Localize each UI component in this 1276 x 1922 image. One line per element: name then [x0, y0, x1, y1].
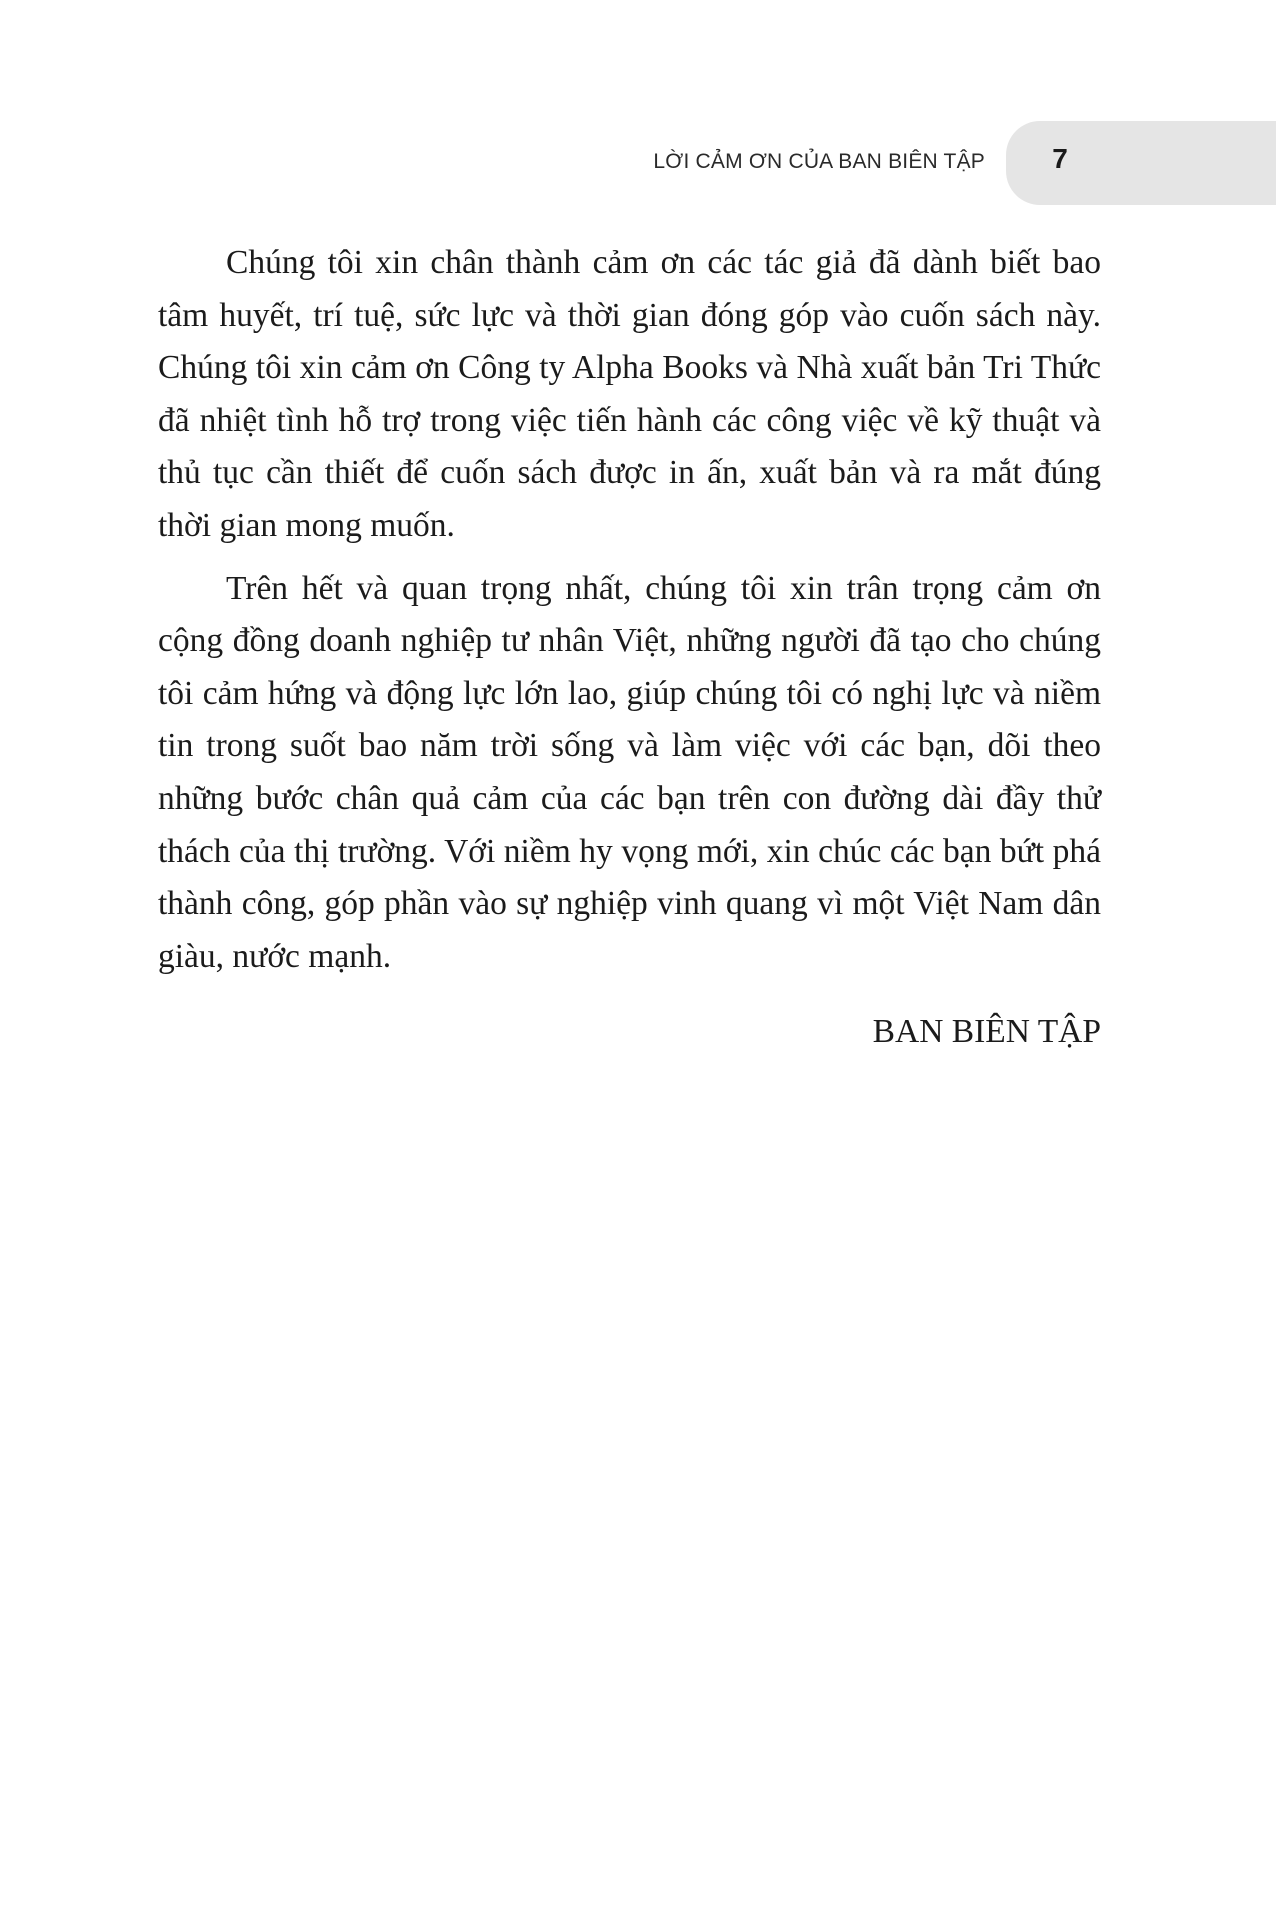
paragraph-acknowledgement-community: Trên hết và quan trọng nhất, chúng tôi xin trân trọng cảm ơn cộng đồng doanh nghiệp tư nhân Việt, những người đã tạo cho chúng tôi cảm hứng và động lực lớn lao, giúp chúng tôi có nghị lực và niềm tin trong suốt bao năm trời sống và làm việc với các bạn, dõi theo những bước chân quả cảm của các bạn trên con đường dài đầy thử thách của thị trường. Với niềm hy vọng mới, xin chúc các bạn bứt phá thành công, góp phần vào sự nghiệp vinh quang vì một Việt Nam dân giàu, nước mạnh. [158, 569, 1101, 975]
body-text [158, 237, 1101, 993]
signature: BAN BIÊN TẬP [872, 1013, 1101, 1050]
page-number-tab [1006, 121, 1276, 205]
running-header: LỜI CẢM ƠN CỦA BAN BIÊN TẬP [653, 150, 985, 173]
paragraph-acknowledgement-authors: Chúng tôi xin chân thành cảm ơn các tác giả đã dành biết bao tâm huyết, trí tuệ, sức lực và thời gian đóng góp vào cuốn sách này. Chúng tôi xin cảm ơn Công ty Alpha Books và Nhà xuất bản Tri Thức đã nhiệt tình hỗ trợ trong việc tiến hành các công việc về kỹ thuật và thủ tục cần thiết để cuốn sách được in ấn, xuất bản và ra mắt đúng thời gian mong muốn. [158, 244, 1101, 544]
page-number: 7 [1052, 143, 1068, 174]
